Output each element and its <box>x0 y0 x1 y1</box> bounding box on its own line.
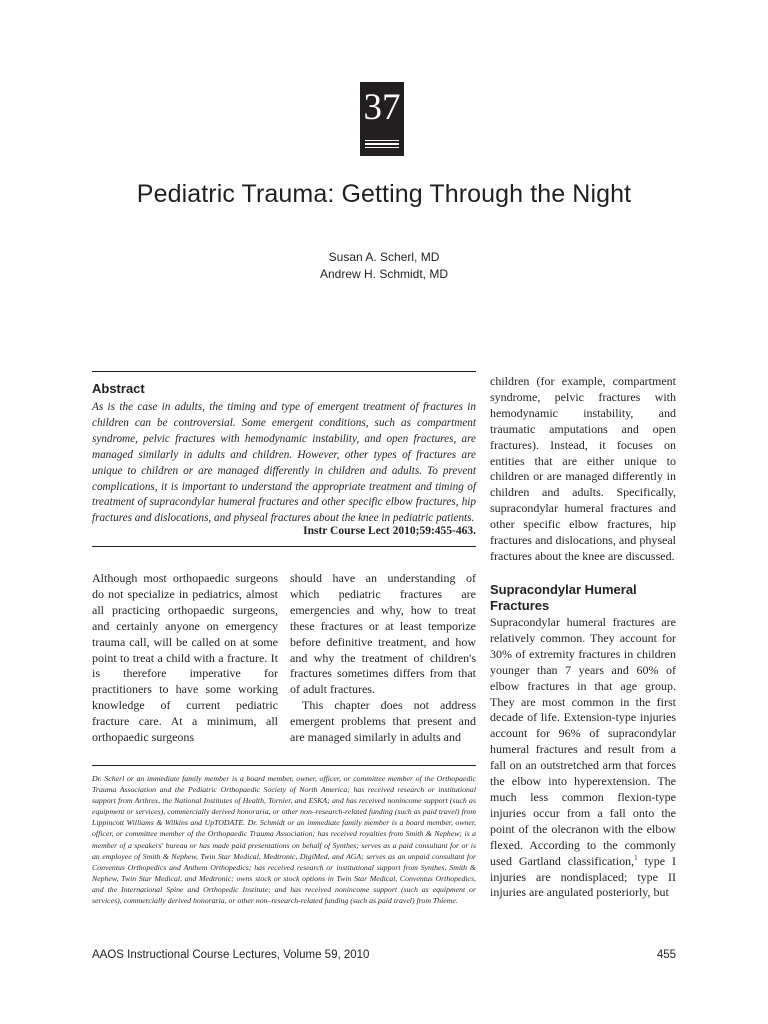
chapter-number-badge <box>360 82 404 156</box>
body-paragraph <box>490 615 676 901</box>
citation: Instr Course Lect 2010;59:455-463. <box>303 525 476 537</box>
journal-footer: AAOS Instructional Course Lectures, Volume 59, 2010 <box>92 949 370 961</box>
reference-marker: 1 <box>634 853 638 862</box>
body-text: Supracondylar humeral fractures are relatively common. They account for 30% of extremity fractures in children younger than 7 years and 60% of elbow fractures in that age group. They are most common in the first decade of life. Extension-type injuries account for 96% of supracondylar humeral fractures and result from a fall on an outstretched arm that forces the elbow into hyperextension. The much less common flexion-type injuries occur from a fall onto the point of the olecranon with the elbow flexed. According to the commonly used Gartland classification, <box>490 615 676 868</box>
chapter-badge-rule <box>365 140 399 141</box>
author-name: Andrew H. Schmidt, MD <box>319 267 449 281</box>
body-column-3-top <box>490 374 676 565</box>
chapter-badge-rule-thick <box>365 143 399 145</box>
body-column-3-bottom <box>490 615 676 901</box>
body-column-1 <box>92 571 278 746</box>
abstract-top-rule <box>92 371 476 372</box>
body-paragraph: children (for example, compartment syndrome, pelvic fractures with hemodynamic instability, and traumatic amputations and open fractures). Instead, it focuses on entities that are either unique to children or are managed differently in children and adults. Specifically, supracondylar humeral fractures and other specific elbow fractures, hip fractures and dislocations, and physeal fractures about the knee are discussed. <box>490 374 676 563</box>
body-paragraph: Although most orthopaedic surgeons do not specialize in pediatrics, almost all practicing orthopaedic surgeons, and certainly anyone on emergency trauma call, will be called on at some point to treat a child with a fracture. It is therefore imperative for practitioners to have some working knowledge of current pediatric fracture care. At a minimum, all orthopaedic surgeons <box>92 571 278 745</box>
footnote-rule <box>92 765 476 766</box>
chapter-number: 37 <box>363 87 401 128</box>
chapter-title: Pediatric Trauma: Getting Through the Night <box>136 180 632 208</box>
abstract-heading: Abstract <box>92 381 145 396</box>
author-name: Susan A. Scherl, MD <box>328 250 440 264</box>
section-heading: Supracondylar Humeral Fractures <box>490 582 637 613</box>
disclosure-footnote: Dr. Scherl or an immediate family member is a board member, owner, officer, or committee member of the Orthopaedic Trauma Association and the Pediatric Orthopaedic Society of North America; has received research or institutional support from Arthrex, the National Institutes of Health, Tornier, and ESKA; and has received nonincome support (such as equipment or services), commercially derived honoraria, or other non–research-related funding (such as paid travel) from Lippincott Williams & Wilkins and UpTODATE. Dr. Schmidt or an immediate family member is a board member, owner, officer, or committee member of the Orthopaedic Trauma Association; has received royalties from Smith & Nephew; is a member of a speakers' bureau or has made paid presentations on behalf of Synthes; serves as a paid consultant for or is an employee of Smith & Nephew, Twin Star Medical, Medtronic, DigiMed, and AGA; serves as an unpaid consultant for Conventus Orthopedics and Anthem Orthopedics; has received research or institutional support from Synthes, Smith & Nephew, Twin Star Medical, and Medtronic; owns stock or stock options in Twin Star Medical, Conventus Orthopedics, and the International Spine and Orthopedic Institute; and has received nonincome support (such as equipment or services), commercially derived honoraria, or other non–research-related funding (such as paid travel) from Thieme. <box>92 774 476 906</box>
body-paragraph: This chapter does not address emergent problems that present and are managed similarly in adults and <box>290 698 476 745</box>
body-text: type I injuries are nondisplaced; type II injuries are angulated posteriorly, but <box>490 853 676 900</box>
abstract-text: As is the case in adults, the timing and type of emergent treatment of fractures in children can be controversial. Some emergent conditions, such as compartment syndrome, pelvic fractures with hemodynamic instability, and open fractures, are managed similarly in adults and children. However, other types of fractures are unique to children or are managed differently in children and adults. To prevent complications, it is important to understand the appropriate treatment and timing of treatment of supracondylar humeral fractures and other specific elbow fractures, hip fractures and dislocations, and physeal fractures about the knee in pediatric patients. <box>92 401 476 525</box>
abstract-bottom-rule <box>92 546 476 547</box>
author-list <box>0 249 768 283</box>
body-paragraph: should have an understanding of which pediatric fractures are emergencies and why, how to treat these fractures or at least temporize before definitive treatment, and how and why the treatment of children's fractures sometimes differs from that of adult fractures. <box>290 571 476 697</box>
chapter-badge-rule <box>365 147 399 148</box>
body-column-2 <box>290 571 476 746</box>
page-number: 455 <box>656 949 676 961</box>
